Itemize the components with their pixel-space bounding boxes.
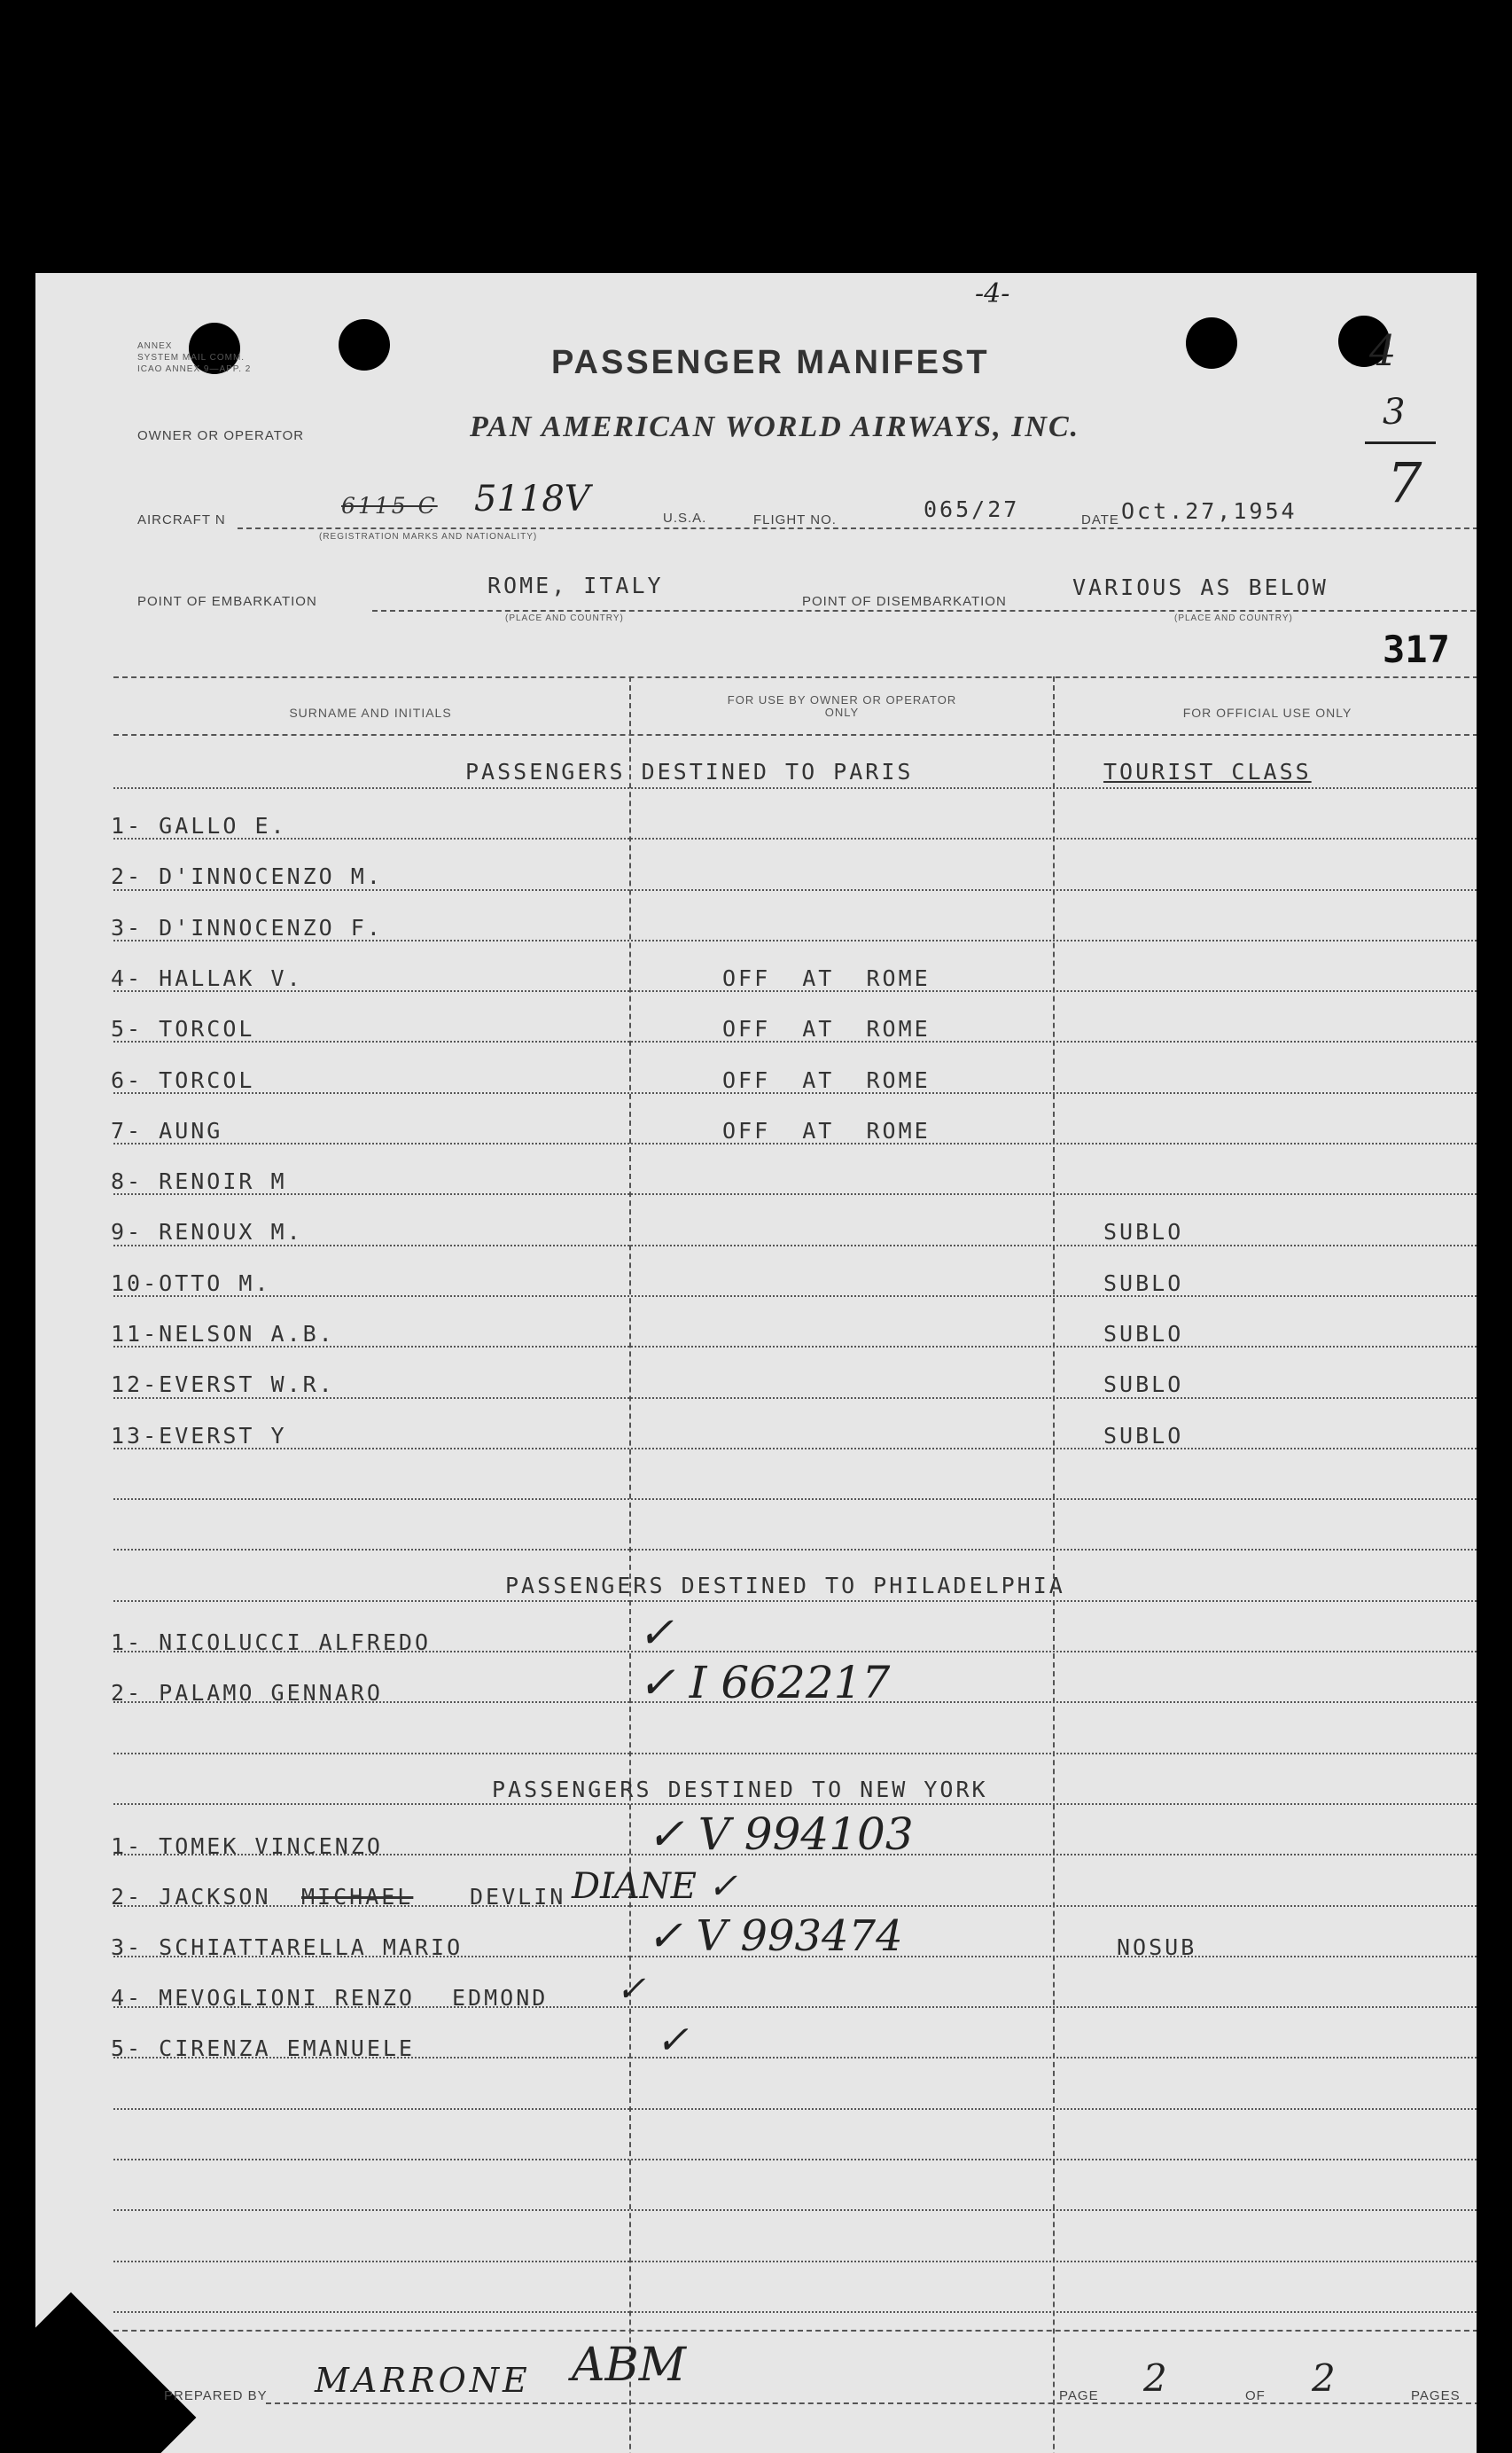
handwritten-note: ✓ I 662217 [638,1657,891,1708]
passenger-name: 1- TOMEK VINCENZO [111,1833,383,1859]
signature: ABM [572,2339,687,2392]
manifest-page [35,273,1477,2453]
punch-hole [339,319,390,371]
total-pages: 2 [1312,2356,1336,2400]
passenger-name: 10-OTTO M. [111,1269,271,1296]
embark-value: ROME, ITALY [487,573,664,598]
passenger-name: 8- RENOIR M [111,1168,287,1195]
form-reference [137,340,251,375]
prepared-rule [266,2402,1477,2404]
row-rule [113,1549,1477,1551]
section-heading-philadelphia: PASSENGERS DESTINED TO PHILADELPHIA [505,1573,1065,1598]
passenger-name: 1- NICOLUCCI ALFREDO [111,1629,432,1655]
column-header-official: FOR OFFICIAL USE ONLY [1182,706,1352,720]
disembark-label: POINT OF DISEMBARKATION [802,594,1007,609]
pages-label: PAGES [1411,2388,1461,2403]
embark-rule [372,610,1477,612]
table-row [35,1359,1477,1410]
date-label: DATE [1081,512,1119,527]
handwritten-note: ✓ [616,1969,646,2010]
struck-name: MICHAEL [301,1884,414,1910]
table-row [35,1004,1477,1054]
table-row [35,902,1477,953]
embark-caption: (PLACE AND COUNTRY) [505,613,624,623]
prepared-by-name: MARRONE [315,2361,531,2400]
header-rule [113,734,1477,736]
footer-rule [113,2330,1477,2332]
passenger-name: 12-EVERST W.R. [111,1371,335,1398]
page-title: PASSENGER MANIFEST [551,344,990,381]
official-remark: NOSUB [1117,1934,1197,1960]
page-number: 2 [1143,2356,1167,2400]
table-row [35,1055,1477,1105]
page-mark: 7 [1387,450,1422,515]
handwritten-note: ✓ [656,2018,689,2063]
table-row [35,1156,1477,1207]
aircraft-label: AIRCRAFT N [137,512,226,527]
passenger-name: 5- CIRENZA EMANUELE [111,2035,415,2061]
flight-label: FLIGHT NO. [753,512,837,527]
handwritten-note: ✓ V 993474 [647,1911,903,1961]
added-name: EDMOND [452,1985,549,2011]
table-row [35,1309,1477,1359]
page-mark: 4 [1369,326,1397,376]
passenger-name: 2- D'INNOCENZO M. [111,863,383,890]
added-name: DEVLIN [470,1884,566,1910]
owner-remark: OFF AT ROME [722,1066,931,1093]
aircraft-rule [238,527,1477,529]
prepared-label: PREPARED BY [164,2388,268,2403]
punch-hole [1186,317,1237,369]
owner-remark: OFF AT ROME [722,1117,931,1144]
row-rule [113,2159,1477,2160]
official-remark: SUBLO [1103,1269,1184,1296]
owner-remark: OFF AT ROME [722,1016,931,1043]
fraction-line [1365,441,1436,444]
column-header-owner: FOR USE BY OWNER OR OPERATOR ONLY [727,693,957,719]
aircraft-struck: 6115 C [341,493,438,519]
row-rule [113,787,1477,789]
row-rule [113,1600,1477,1602]
section-heading-new-york: PASSENGERS DESTINED TO NEW YORK [492,1777,988,1802]
passenger-name: 4- HALLAK V. [111,965,303,991]
official-remark: SUBLO [1103,1219,1184,1246]
table-top-rule [113,676,1477,678]
row-rule [113,1498,1477,1500]
page-mark: 3 [1383,392,1406,433]
table-row [35,1258,1477,1309]
of-label: OF [1245,2388,1266,2403]
passenger-name: 7- AUNG [111,1117,223,1144]
passenger-name: 13-EVERST Y [111,1422,287,1449]
owner-remark: OFF AT ROME [722,965,931,991]
passenger-name: 2- PALAMO GENNARO [111,1680,383,1706]
table-row [35,1911,1477,1973]
passenger-name: 1- GALLO E. [111,813,287,839]
row-rule [113,2261,1477,2262]
form-ref-line: ANNEX [137,341,173,351]
row-rule [113,2209,1477,2211]
passenger-name: 6- TORCOL [111,1066,255,1093]
official-remark: SUBLO [1103,1422,1184,1449]
row-rule [113,2311,1477,2313]
embark-label: POINT OF EMBARKATION [137,594,317,609]
top-mark: -4- [975,278,1010,309]
class-label: TOURIST CLASS [1103,759,1312,785]
passenger-name: 3- D'INNOCENZO F. [111,914,383,941]
table-row [35,1207,1477,1257]
row-rule [113,1753,1477,1754]
form-ref-line: SYSTEM MAIL COMM. [137,353,246,363]
table-row [35,2018,1477,2074]
handwritten-note: ✓ V 994103 [647,1809,914,1860]
table-row [35,851,1477,902]
passenger-name: 2- JACKSON [111,1884,271,1910]
passenger-name: 11-NELSON A.B. [111,1321,335,1347]
official-remark: SUBLO [1103,1371,1184,1398]
table-row [35,953,1477,1004]
disembark-caption: (PLACE AND COUNTRY) [1174,613,1293,623]
section-heading-paris: PASSENGERS DESTINED TO PARIS [465,759,914,785]
column-header-surname: SURNAME AND INITIALS [289,706,452,720]
passenger-name: 3- SCHIATTARELLA MARIO [111,1934,464,1960]
table-row [35,1657,1477,1718]
table-row [35,1410,1477,1461]
flight-number: 065/27 [924,496,1020,522]
date-value: Oct.27,1954 [1121,498,1298,524]
page-label: PAGE [1059,2388,1099,2403]
registration-caption: (REGISTRATION MARKS AND NATIONALITY) [319,532,538,542]
handwritten-note: ✓ [638,1608,674,1658]
country-label: U.S.A. [663,511,707,526]
owner-label: OWNER OR OPERATOR [137,428,305,443]
owner-value: PAN AMERICAN WORLD AIRWAYS, INC. [470,410,1080,443]
passenger-name: 4- MEVOGLIONI RENZO [111,1985,415,2011]
official-remark: SUBLO [1103,1321,1184,1347]
handwritten-note: DIANE ✓ [572,1866,738,1907]
passenger-name: 5- TORCOL [111,1016,255,1043]
aircraft-hand: 5118V [474,479,590,520]
disembark-value: VARIOUS AS BELOW [1072,574,1329,600]
torn-corner [35,2293,196,2453]
row-rule [113,1803,1477,1805]
passenger-name: 9- RENOUX M. [111,1219,303,1246]
table-row [35,801,1477,851]
stamp-number: 317 [1383,628,1450,671]
row-rule [113,2108,1477,2110]
table-row [35,1969,1477,2023]
table-row [35,1809,1477,1871]
form-ref-line: ICAO ANNEX 9—APP. 2 [137,364,252,374]
table-row [35,1105,1477,1156]
